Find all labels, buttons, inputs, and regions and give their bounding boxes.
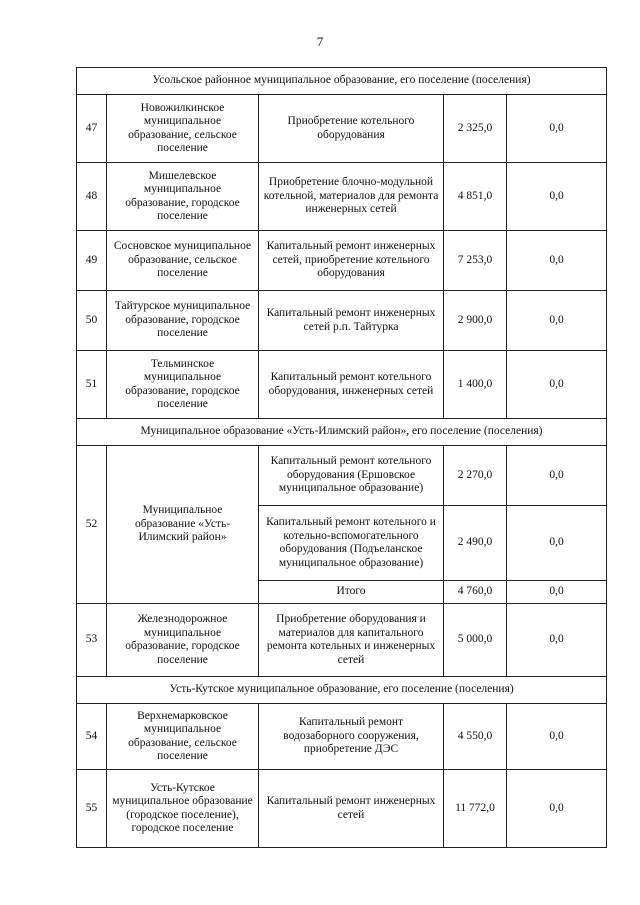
other-value: 0,0 (507, 704, 607, 770)
section-title: Усольское районное муниципальное образование, его поселение (поселения) (77, 68, 607, 95)
other-value: 0,0 (507, 351, 607, 419)
purpose-text: Капитальный ремонт инженерных сетей р.п. Тайтурка (259, 291, 444, 351)
amount-value: 2 325,0 (444, 95, 507, 163)
funding-table (76, 67, 607, 848)
entity-name: Новожилкинское муниципальное образование, сельское поселение (107, 95, 259, 163)
table-row (77, 95, 607, 163)
row-number: 52 (77, 446, 107, 604)
section-title: Муниципальное образование «Усть-Илимский район», его поселение (поселения) (77, 419, 607, 446)
other-value: 0,0 (507, 506, 607, 581)
row-number: 50 (77, 291, 107, 351)
row-number: 54 (77, 704, 107, 770)
other-value: 0,0 (507, 446, 607, 506)
purpose-text: Капитальный ремонт инженерных сетей, приобретение котельного оборудования (259, 231, 444, 291)
purpose-text: Капитальный ремонт инженерных сетей (259, 770, 444, 848)
other-value: 0,0 (507, 163, 607, 231)
row-number: 47 (77, 95, 107, 163)
other-value: 0,0 (507, 604, 607, 677)
purpose-text: Капитальный ремонт котельного оборудования, инженерных сетей (259, 351, 444, 419)
section-header-row (77, 677, 607, 704)
total-label: Итого (259, 581, 444, 604)
entity-name: Тайтурское муниципальное образование, городское поселение (107, 291, 259, 351)
amount-value: 2 270,0 (444, 446, 507, 506)
purpose-text: Приобретение котельного оборудования (259, 95, 444, 163)
row-number: 49 (77, 231, 107, 291)
table-row (77, 604, 607, 677)
purpose-text: Капитальный ремонт котельного оборудования (Ершовское муниципальное образование) (259, 446, 444, 506)
table-row (77, 231, 607, 291)
entity-name: Верхнемарковское муниципальное образование, сельское поселение (107, 704, 259, 770)
section-header-row (77, 68, 607, 95)
amount-value: 2 490,0 (444, 506, 507, 581)
page-number: 7 (316, 34, 324, 49)
amount-value: 1 400,0 (444, 351, 507, 419)
amount-value: 4 851,0 (444, 163, 507, 231)
other-value: 0,0 (507, 291, 607, 351)
entity-name: Сосновское муниципальное образование, сельское поселение (107, 231, 259, 291)
entity-name: Железнодорожное муниципальное образование, городское поселение (107, 604, 259, 677)
row-number: 48 (77, 163, 107, 231)
other-value: 0,0 (507, 231, 607, 291)
table-row (77, 704, 607, 770)
total-amount: 4 760,0 (444, 581, 507, 604)
amount-value: 2 900,0 (444, 291, 507, 351)
other-value: 0,0 (507, 770, 607, 848)
purpose-text: Капитальный ремонт водозаборного сооружения, приобретение ДЭС (259, 704, 444, 770)
purpose-text: Приобретение оборудования и материалов для капитального ремонта котельных и инженерных сетей (259, 604, 444, 677)
amount-value: 11 772,0 (444, 770, 507, 848)
table-row (77, 446, 607, 506)
other-value: 0,0 (507, 95, 607, 163)
table-row (77, 291, 607, 351)
amount-value: 5 000,0 (444, 604, 507, 677)
table-row (77, 163, 607, 231)
table-row (77, 351, 607, 419)
amount-value: 4 550,0 (444, 704, 507, 770)
row-number: 55 (77, 770, 107, 848)
total-other: 0,0 (507, 581, 607, 604)
entity-name: Муниципальное образование «Усть-Илимский район» (107, 446, 259, 604)
entity-name: Усть-Кутское муниципальное образование (городское поселение), городское поселение (107, 770, 259, 848)
amount-value: 7 253,0 (444, 231, 507, 291)
entity-name: Тельминское муниципальное образование, городское поселение (107, 351, 259, 419)
row-number: 53 (77, 604, 107, 677)
row-number: 51 (77, 351, 107, 419)
purpose-text: Приобретение блочно-модульной котельной, материалов для ремонта инженерных сетей (259, 163, 444, 231)
section-title: Усть-Кутское муниципальное образование, его поселение (поселения) (77, 677, 607, 704)
purpose-text: Капитальный ремонт котельного и котельно-вспомогательного оборудования (Подъеланское муниципальное образование) (259, 506, 444, 581)
section-header-row (77, 419, 607, 446)
entity-name: Мишелевское муниципальное образование, городское поселение (107, 163, 259, 231)
table-row (77, 770, 607, 848)
